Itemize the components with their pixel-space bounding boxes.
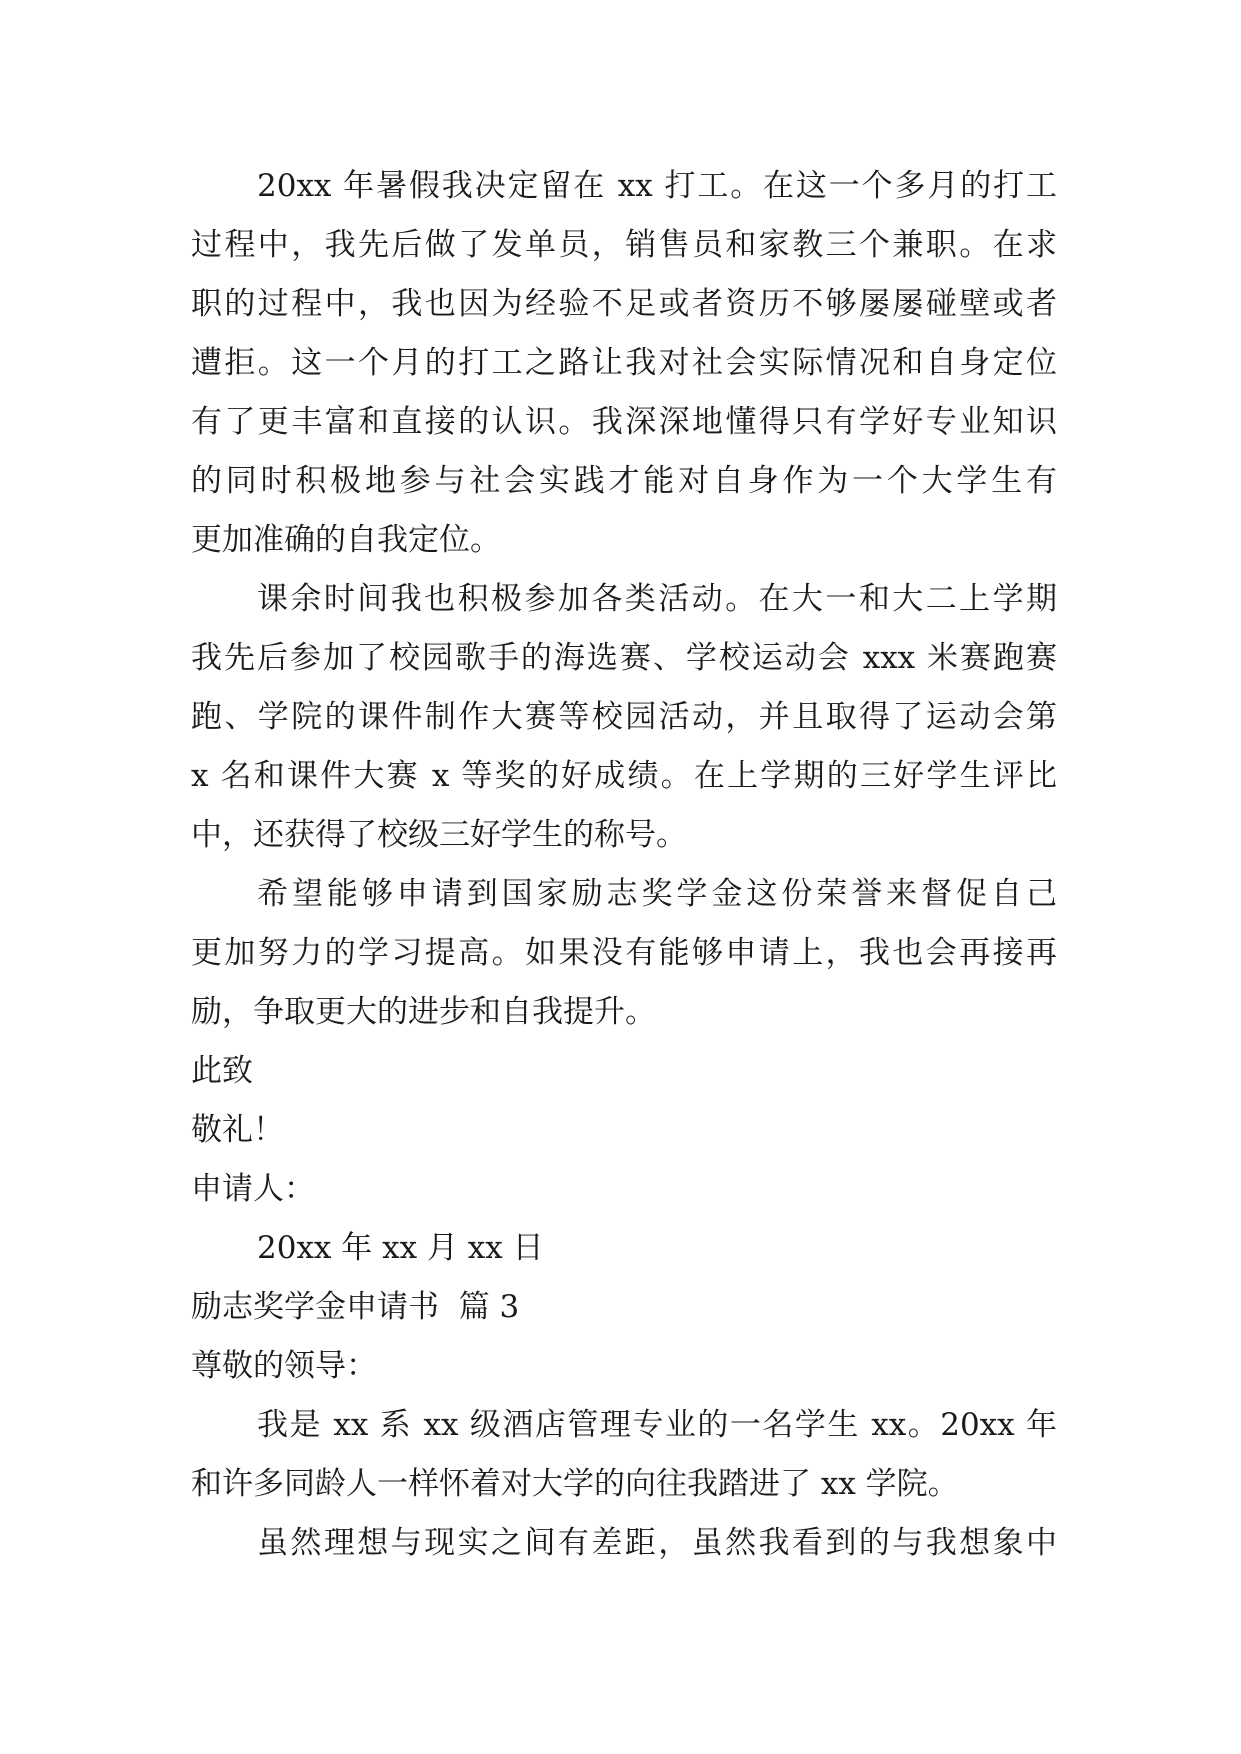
paragraph-line: 20xx 年暑假我决定留在 xx 打工。在这一个多月的打工 bbox=[257, 168, 1057, 204]
applicant-label: 申请人： bbox=[191, 1171, 315, 1207]
paragraph-line: 课余时间我也积极参加各类活动。在大一和大二上学期 bbox=[257, 581, 1057, 617]
paragraph-line: 职的过程中，我也因为经验不足或者资历不够屡屡碰壁或者 bbox=[191, 286, 1057, 322]
paragraph-line: 励，争取更大的进步和自我提升。 bbox=[191, 994, 656, 1030]
letter-greeting: 尊敬的领导： bbox=[191, 1348, 377, 1384]
paragraph-hope bbox=[191, 865, 1057, 1042]
paragraph-line: 跑、学院的课件制作大赛等校园活动，并且取得了运动会第 bbox=[191, 699, 1057, 735]
paragraph-line: 希望能够申请到国家励志奖学金这份荣誉来督促自己 bbox=[257, 876, 1057, 912]
paragraph-work-experience bbox=[191, 157, 1057, 570]
paragraph-line: 更加努力的学习提高。如果没有能够申请上，我也会再接再 bbox=[191, 935, 1057, 971]
closing-regards: 敬礼！ bbox=[191, 1112, 284, 1148]
next-section bbox=[191, 1278, 1057, 1573]
letter-date: 20xx 年 xx 月 xx 日 bbox=[257, 1230, 544, 1266]
document-page bbox=[191, 157, 1057, 1573]
closing-salutation: 此致 bbox=[191, 1053, 253, 1089]
paragraph-line: 过程中，我先后做了发单员，销售员和家教三个兼职。在求 bbox=[191, 227, 1057, 263]
paragraph-line: 我是 xx 系 xx 级酒店管理专业的一名学生 xx。20xx 年 bbox=[257, 1407, 1057, 1443]
paragraph-line: 和许多同龄人一样怀着对大学的向往我踏进了 xx 学院。 bbox=[191, 1466, 959, 1502]
paragraph-line: 中，还获得了校级三好学生的称号。 bbox=[191, 817, 687, 853]
paragraph-line: 的同时积极地参与社会实践才能对自身作为一个大学生有 bbox=[191, 463, 1057, 499]
section-title: 励志奖学金申请书 篇 3 bbox=[191, 1289, 520, 1325]
paragraph-line: 有了更丰富和直接的认识。我深深地懂得只有学好专业知识 bbox=[191, 404, 1057, 440]
letter-closing bbox=[191, 1042, 1057, 1278]
paragraph-line: 虽然理想与现实之间有差距，虽然我看到的与我想象中 bbox=[257, 1525, 1057, 1561]
paragraph-line: x 名和课件大赛 x 等奖的好成绩。在上学期的三好学生评比 bbox=[191, 758, 1057, 794]
paragraph-line: 我先后参加了校园歌手的海选赛、学校运动会 xxx 米赛跑赛 bbox=[191, 640, 1057, 676]
paragraph-line: 更加准确的自我定位。 bbox=[191, 522, 501, 558]
paragraph-activities bbox=[191, 570, 1057, 865]
paragraph-line: 遭拒。这一个月的打工之路让我对社会实际情况和自身定位 bbox=[191, 345, 1057, 381]
